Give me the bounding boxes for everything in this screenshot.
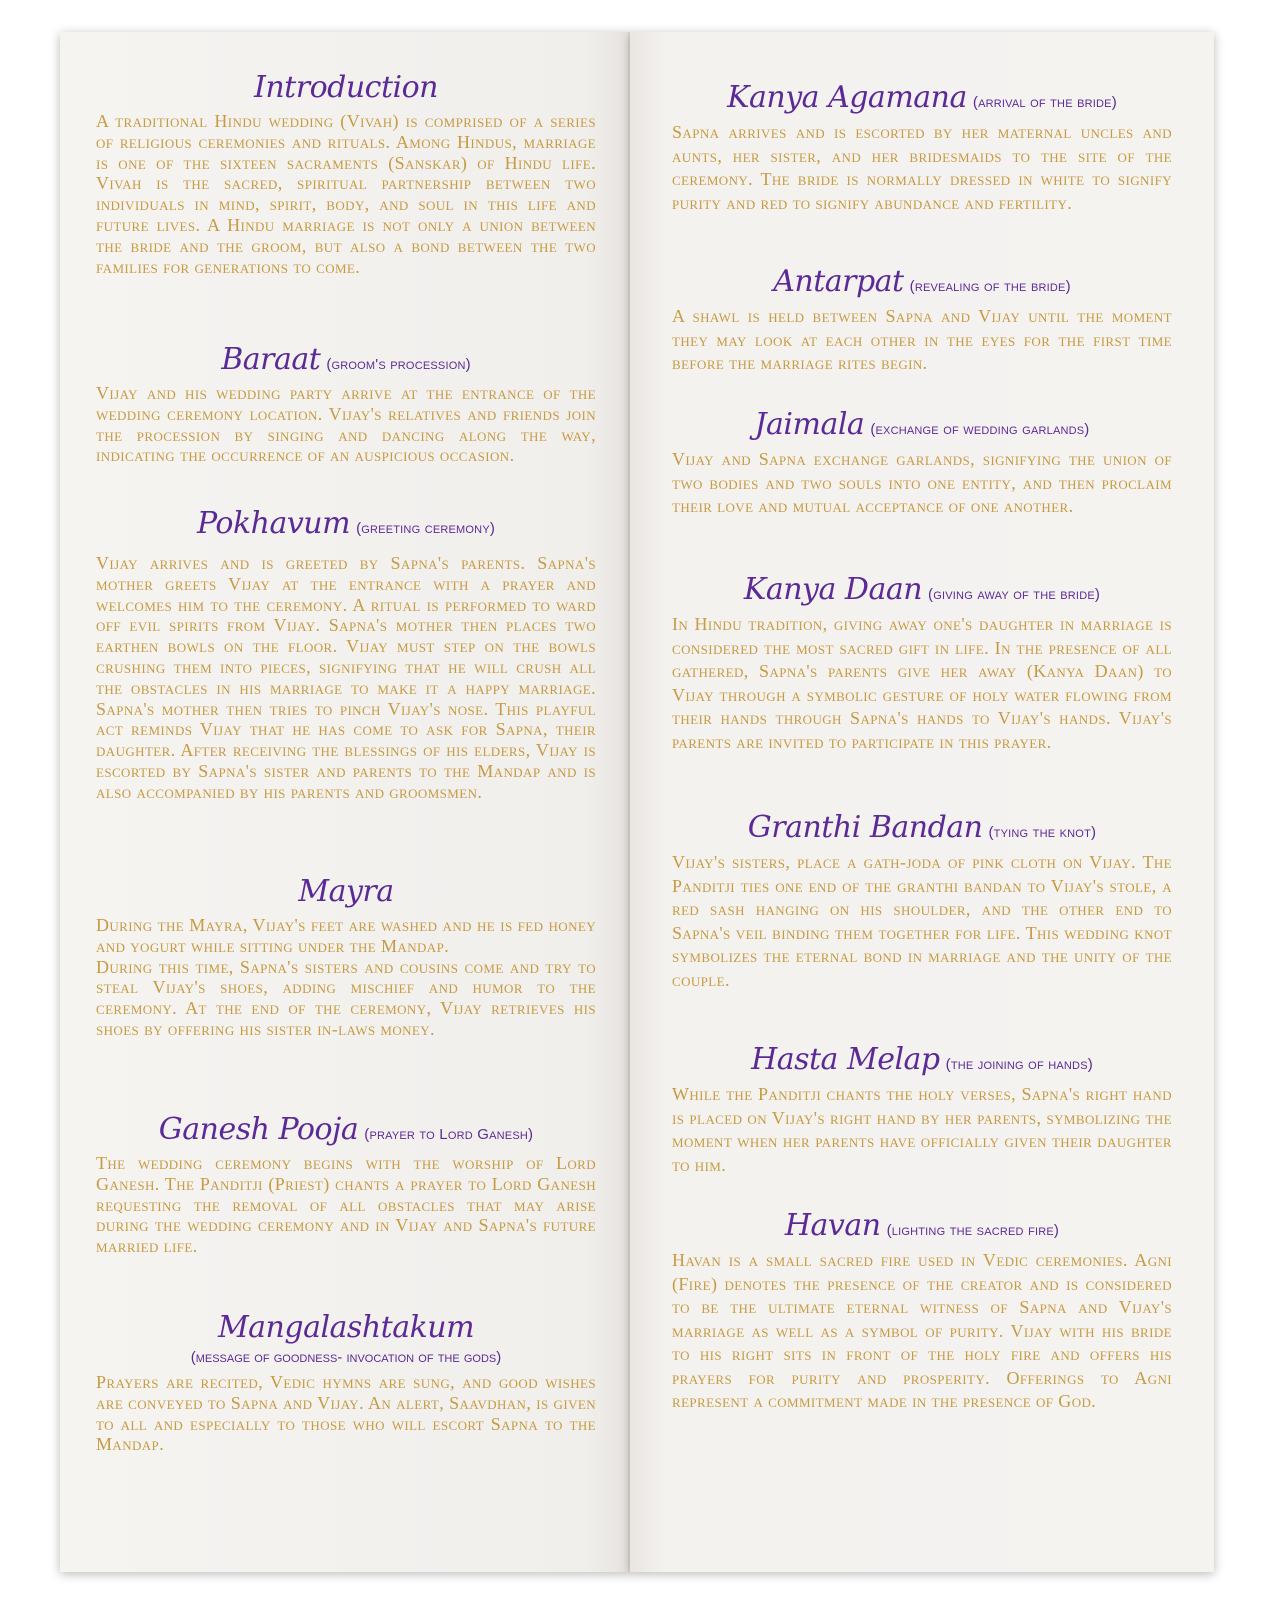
section-body: A shawl is held between Sapna and Vijay until the moment they may look at each other in the eyes for the first time before the marriage rites begin.	[672, 306, 1172, 373]
section-kanya-daan	[672, 572, 1172, 754]
section-body: Vijay and Sapna exchange garlands, signifying the union of two bodies and two souls into one entity, and then proclaim their love and mutual acceptance of one another.	[672, 449, 1172, 516]
section-title: Antarpat	[773, 264, 904, 299]
section-title: Havan	[784, 1208, 881, 1243]
section-heading	[96, 1112, 596, 1147]
section-subtitle: (arrival of the bride)	[972, 94, 1117, 111]
section-subtitle: (tying the knot)	[988, 824, 1097, 841]
section-title: Mayra	[298, 874, 394, 909]
section-hasta-melap	[672, 1042, 1172, 1177]
section-subtitle: (message of goodness- invocation of the gods)	[190, 1349, 502, 1366]
section-heading	[672, 810, 1172, 845]
section-antarpat	[672, 264, 1172, 376]
section-heading	[672, 1208, 1172, 1243]
section-subtitle: (prayer to Lord Ganesh)	[364, 1126, 534, 1143]
section-granthi-bandan	[672, 810, 1172, 992]
section-body: Vijay arrives and is greeted by Sapna's parents. Sapna's mother greets Vijay at the entrance with a prayer and welcomes him to the ceremony. A ritual is performed to ward off evil spirits from Vijay. Sapna's mother then places two earthen bowls on the floor. Vijay must step on the bowls crushing them into pieces, signifying that he will crush all the obstacles in his marriage to make it a happy marriage. Sapna's mother then tries to pinch Vijay's nose. This playful act reminds Vijay that he has come to ask for Sapna, their daughter. After receiving the blessings of his elders, Vijay is escorted by Sapna's sister and parents to the Mandap and is also accompanied by his parents and groomsmen.	[96, 553, 596, 802]
section-subtitle: (greeting ceremony)	[356, 520, 496, 537]
section-title: Granthi Bandan	[747, 810, 983, 845]
section-mangalashtakum	[96, 1310, 596, 1455]
section-havan	[672, 1208, 1172, 1414]
section-title: Kanya Daan	[743, 572, 923, 607]
section-heading	[672, 1042, 1172, 1077]
right-panel	[630, 32, 1214, 1572]
section-heading	[96, 506, 596, 541]
section-kanya-agamana	[672, 80, 1172, 215]
section-title: Introduction	[254, 70, 438, 105]
section-subtitle: (giving away of the bride)	[928, 586, 1101, 603]
section-pokhavum	[96, 506, 596, 803]
section-heading	[672, 407, 1172, 442]
section-title: Mangalashtakum	[217, 1310, 475, 1345]
section-heading	[96, 70, 596, 105]
section-title: Hasta Melap	[751, 1042, 940, 1077]
section-body: While the Panditji chants the holy verses, Sapna's right hand is placed on Vijay's right hand by her parents, symbolizing the moment when her parents have officially given their daughter to him.	[672, 1084, 1172, 1175]
section-title: Ganesh Pooja	[158, 1112, 359, 1147]
section-heading	[96, 874, 596, 909]
section-title: Kanya Agamana	[727, 80, 967, 115]
section-heading	[96, 1310, 596, 1345]
section-subtitle: (groom's procession)	[326, 356, 471, 373]
section-title: Pokhavum	[196, 506, 351, 541]
section-heading	[672, 572, 1172, 607]
section-subtitle: (the joining of hands)	[945, 1056, 1093, 1073]
section-body: Havan is a small sacred fire used in Vedic ceremonies. Agni (Fire) denotes the presence of the creator and is considered to be the ultimate eternal witness of Sapna and Vijay's marriage as well as a symbol of purity. Vijay with his bride to his right sits in front of the holy fire and offers his prayers for purity and prosperity. Offerings to Agni represent a commitment made in the presence of God.	[672, 1250, 1172, 1411]
section-subtitle: (revealing of the bride)	[909, 278, 1071, 295]
section-body: In Hindu tradition, giving away one's daughter in marriage is considered the most sacred gift in life. In the presence of all gathered, Sapna's parents give her away (Kanya Daan) to Vijay through a symbolic gesture of holy water flowing from their hands through Sapna's hands to Vijay's hands. Vijay's parents are invited to participate in this prayer.	[672, 614, 1172, 752]
section-baraat	[96, 342, 596, 466]
section-jaimala	[672, 407, 1172, 519]
section-title: Jaimala	[754, 407, 865, 442]
section-body: Prayers are recited, Vedic hymns are sung, and good wishes are conveyed to Sapna and Vijay. An alert, Saavdhan, is given to all and especially to those who will escort Sapna to the Mandap.	[96, 1372, 596, 1455]
section-subtitle: (exchange of wedding garlands)	[870, 421, 1090, 438]
section-body-2: During this time, Sapna's sisters and cousins come and try to steal Vijay's shoes, adding mischief and humor to the ceremony. At the end of the ceremony, Vijay retrieves his shoes by offering his sister in-laws money.	[96, 956, 596, 1039]
section-body: A traditional Hindu wedding (Vivah) is comprised of a series of religious ceremonies and rituals. Among Hindus, marriage is one of the sixteen sacraments (Sanskar) of Hindu life. Vivah is the sacred, spiritual partnership between two individuals in mind, spirit, body, and soul in this life and future lives. A Hindu marriage is not only a union between the bride and the groom, but also a bond between the two families for generations to come.	[96, 111, 596, 277]
section-body: The wedding ceremony begins with the worship of Lord Ganesh. The Panditji (Priest) chants a prayer to Lord Ganesh requesting the removal of all obstacles that may arise during the wedding ceremony and in Vijay and Sapna's future married life.	[96, 1153, 596, 1257]
left-panel	[60, 32, 630, 1572]
section-title: Baraat	[221, 342, 321, 377]
section-mayra	[96, 874, 596, 1040]
section-subtitle: (lighting the sacred fire)	[886, 1222, 1060, 1239]
section-body: During the Mayra, Vijay's feet are washed and he is fed honey and yogurt while sitting under the Mandap.	[96, 915, 596, 956]
section-ganesh-pooja	[96, 1112, 596, 1257]
section-heading	[96, 342, 596, 377]
section-body: Vijay and his wedding party arrive at the entrance of the wedding ceremony location. Vijay's relatives and friends join the procession by singing and dancing along the way, indicating the occurrence of an auspicious occasion.	[96, 383, 596, 466]
section-introduction	[96, 70, 596, 277]
section-body: Vijay's sisters, place a gath-joda of pink cloth on Vijay. The Panditji ties one end of the granthi bandan to Vijay's stole, a red sash hanging on his shoulder, and the other end to Sapna's veil binding them together for life. This wedding knot symbolizes the eternal bond in marriage and the unity of the couple.	[672, 852, 1172, 990]
section-body: Sapna arrives and is escorted by her maternal uncles and aunts, her sister, and her bridesmaids to the site of the ceremony. The bride is normally dressed in white to signify purity and red to signify abundance and fertility.	[672, 122, 1172, 213]
section-heading	[672, 80, 1172, 115]
section-heading	[672, 264, 1172, 299]
